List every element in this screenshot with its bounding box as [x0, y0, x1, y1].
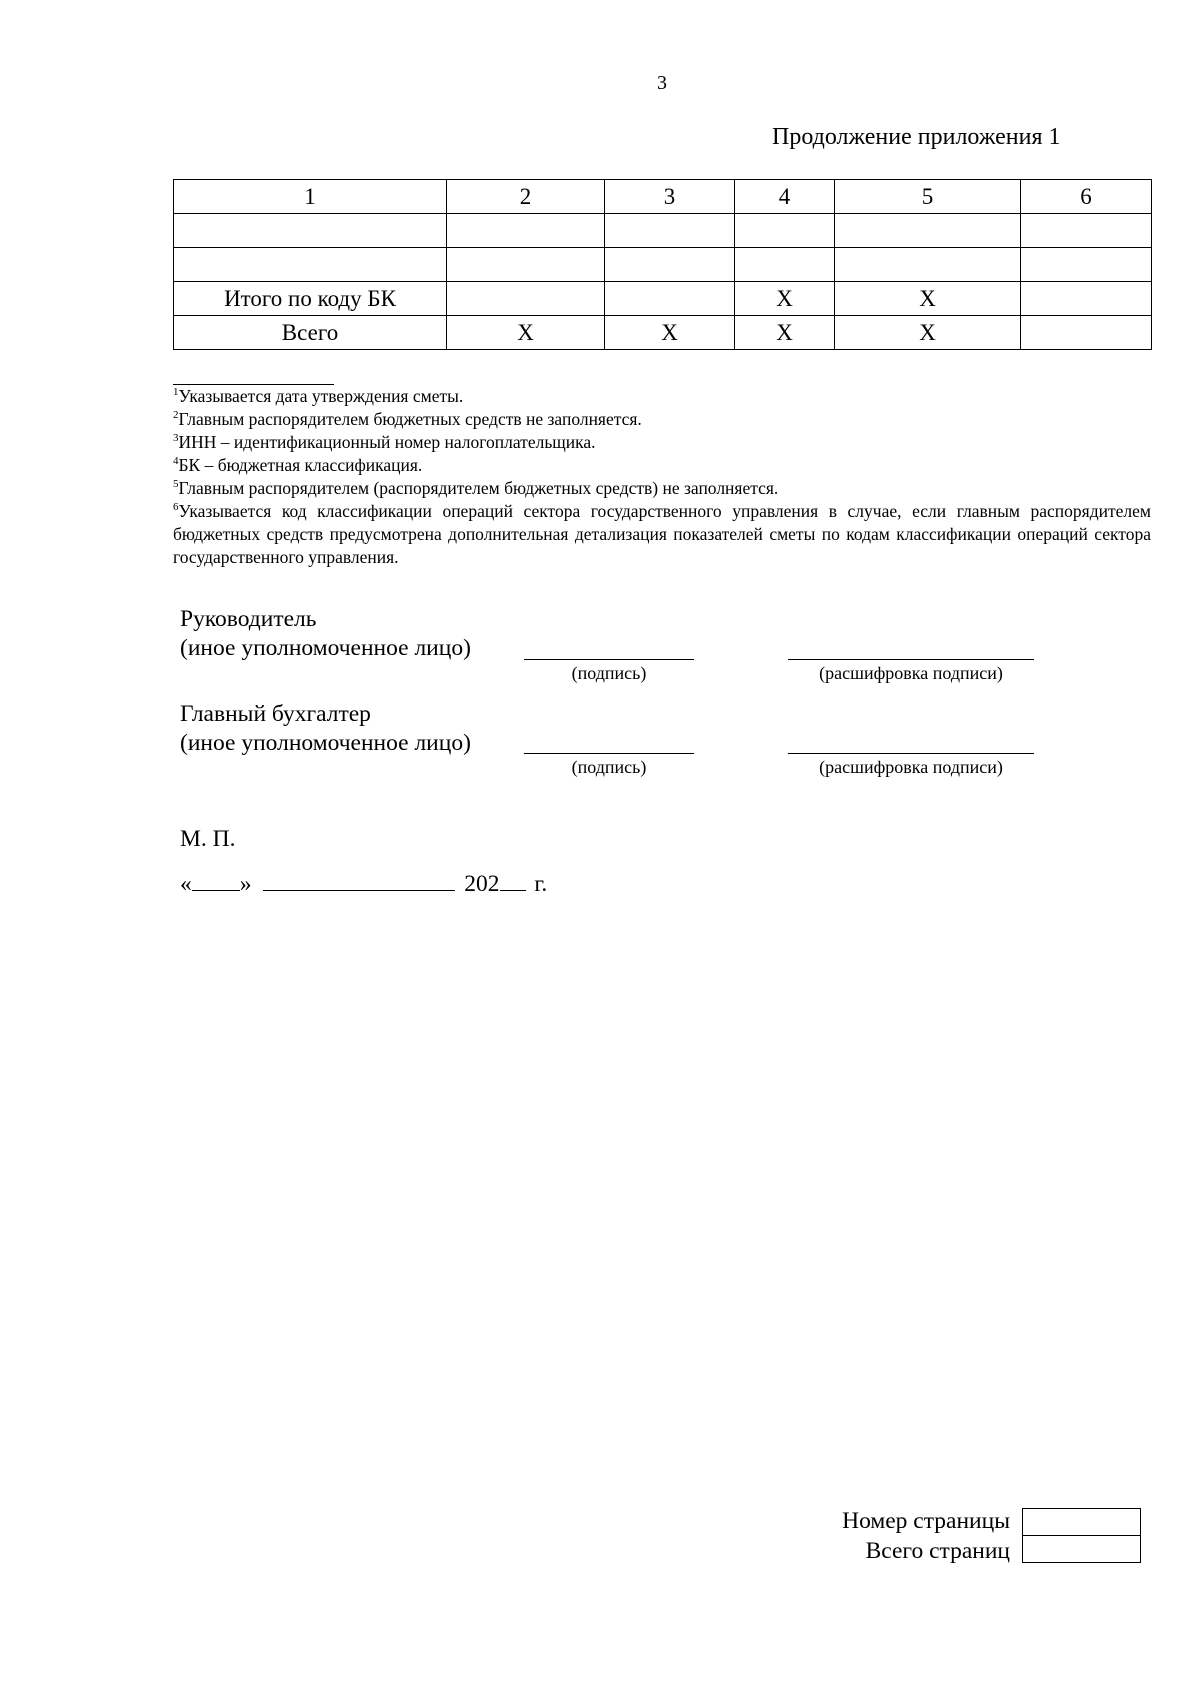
signature-caption: (подпись)	[571, 663, 647, 683]
table-cell	[735, 248, 835, 282]
table-row-subtotal	[174, 282, 1152, 316]
footnotes	[173, 385, 1151, 569]
year-prefix: 202	[464, 871, 500, 897]
open-quote: «	[180, 871, 192, 897]
column-number: 6	[1021, 180, 1152, 214]
footnote-text: Главным распорядителем бюджетных средств не заполняется.	[178, 409, 642, 429]
table-cell	[447, 282, 605, 316]
head-title: Руководитель	[180, 606, 317, 632]
day-blank[interactable]	[192, 868, 240, 891]
footnote-text: Главным распорядителем (распорядителем бюджетных средств) не заполняется.	[178, 478, 779, 498]
table-cell	[447, 248, 605, 282]
footnote-text: БК – бюджетная классификация.	[178, 455, 423, 475]
column-number: 5	[835, 180, 1021, 214]
column-number: 2	[447, 180, 605, 214]
footnote-text: ИНН – идентификационный номер налогоплательщика.	[178, 432, 596, 452]
table-cell	[605, 248, 735, 282]
footnote-text: Указывается код классификации операций сектора государственного управления в случае, если главным распорядителем бюджетных средств предусмотрена дополнительная детализация показателей сметы по кодам классификации операций сектора государственного управления.	[173, 501, 1151, 567]
table-cell: X	[835, 316, 1021, 350]
total-pages-label: Всего страниц	[865, 1538, 1010, 1564]
close-quote: »	[239, 871, 252, 897]
page-number-field[interactable]	[1022, 1508, 1141, 1536]
column-number: 3	[605, 180, 735, 214]
footnote	[173, 477, 1151, 500]
accountant-subtitle: (иное уполномоченное лицо)	[180, 730, 471, 756]
estimate-table	[173, 179, 1152, 350]
signature-caption: (подпись)	[571, 757, 647, 777]
year-blank[interactable]	[500, 868, 526, 891]
table-row-total	[174, 316, 1152, 350]
date-line	[180, 868, 547, 898]
table-cell: X	[735, 282, 835, 316]
footnote-mark: 6	[173, 501, 179, 513]
appendix-continuation-heading: Продолжение приложения 1	[772, 124, 1061, 150]
column-number: 4	[735, 180, 835, 214]
accountant-decoding-line[interactable]	[788, 753, 1034, 754]
table-cell	[1021, 214, 1152, 248]
table-cell	[835, 214, 1021, 248]
footnote-mark: 4	[173, 455, 179, 467]
footnote	[173, 500, 1151, 569]
table-cell	[447, 214, 605, 248]
footnote	[173, 385, 1151, 408]
footnote-mark: 1	[173, 386, 179, 398]
table-cell	[1021, 316, 1152, 350]
table-cell	[174, 248, 447, 282]
table-row	[174, 248, 1152, 282]
year-suffix: г.	[534, 871, 548, 897]
stamp-place-label: М. П.	[180, 826, 236, 852]
month-blank[interactable]	[263, 868, 455, 891]
table-cell: X	[735, 316, 835, 350]
head-decoding-line[interactable]	[788, 659, 1034, 660]
table-row	[174, 214, 1152, 248]
footnote	[173, 408, 1151, 431]
table-header-row	[174, 180, 1152, 214]
table-cell	[1021, 282, 1152, 316]
accountant-signature-line[interactable]	[524, 753, 694, 754]
table-cell: Всего	[174, 316, 447, 350]
table-cell: X	[605, 316, 735, 350]
footnote-mark: 5	[173, 478, 179, 490]
table-cell: X	[447, 316, 605, 350]
table-cell	[605, 282, 735, 316]
table-cell	[1021, 248, 1152, 282]
column-number: 1	[174, 180, 447, 214]
footnote	[173, 454, 1151, 477]
decoding-caption: (расшифровка подписи)	[819, 757, 1003, 777]
table-cell: Итого по коду БК	[174, 282, 447, 316]
footnote-text: Указывается дата утверждения сметы.	[178, 386, 464, 406]
table-cell	[735, 214, 835, 248]
table-cell: X	[835, 282, 1021, 316]
head-signature-line[interactable]	[524, 659, 694, 660]
total-pages-field[interactable]	[1022, 1535, 1141, 1563]
table-cell	[605, 214, 735, 248]
decoding-caption: (расшифровка подписи)	[819, 663, 1003, 683]
table-cell	[174, 214, 447, 248]
page-number-label: Номер страницы	[842, 1508, 1010, 1534]
head-subtitle: (иное уполномоченное лицо)	[180, 635, 471, 661]
footnote-mark: 2	[173, 409, 179, 421]
footnote-mark: 3	[173, 432, 179, 444]
table-cell	[835, 248, 1021, 282]
accountant-title: Главный бухгалтер	[180, 701, 371, 727]
page-number: 3	[657, 72, 667, 94]
footnote	[173, 431, 1151, 454]
